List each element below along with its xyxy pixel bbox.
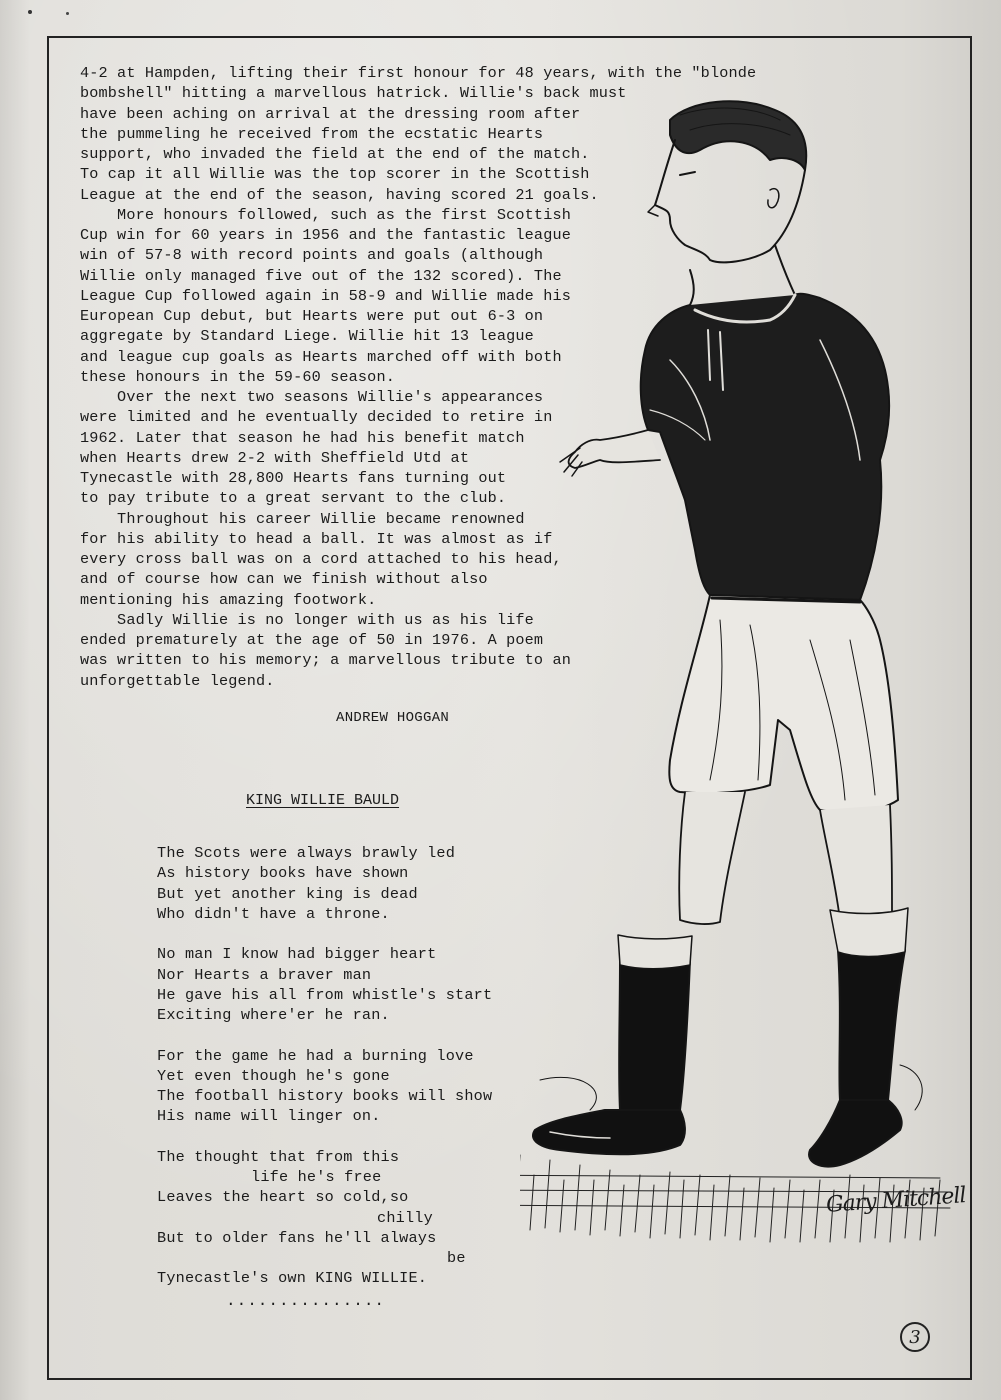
article-line: Sadly Willie is no longer with us as his life — [80, 610, 534, 629]
poem-body — [157, 843, 492, 1309]
poem-line: chilly — [377, 1208, 433, 1227]
poem-line: But yet another king is dead — [157, 884, 418, 903]
poem-line: be — [447, 1249, 466, 1267]
author-byline: ANDREW HOGGAN — [336, 710, 450, 726]
poem-line: But to older fans he'll always — [157, 1228, 437, 1247]
article-line: Cup win for 60 years in 1956 and the fantastic league — [80, 226, 571, 244]
article-line: and of course how can we finish without also — [80, 570, 488, 589]
article-line: League Cup followed again in 58-9 and Willie made his — [80, 286, 571, 305]
poem-line: life he's free — [251, 1168, 382, 1186]
article-line: 1962. Later that season he had his benefit match — [80, 428, 525, 447]
article-line: and league cup goals as Hearts marched off with both — [80, 347, 562, 366]
article-line: to pay tribute to a great servant to the club. — [80, 489, 507, 508]
poem-line: The thought that from this — [157, 1147, 400, 1166]
poem-line: Tynecastle's own KING WILLIE. — [157, 1269, 428, 1288]
article-line: aggregate by Standard Liege. Willie hit 13 league — [80, 327, 534, 346]
poem-line: The football history books will show — [157, 1087, 493, 1105]
poem-title: KING WILLIE BAULD — [246, 792, 400, 809]
article-line: mentioning his amazing footwork. — [80, 590, 377, 609]
article-line: have been aching on arrival at the dressing room after — [80, 104, 581, 123]
article-line: ended prematurely at the age of 50 in 1976. A poem — [80, 631, 544, 649]
poem-line: Yet even though he's gone — [157, 1066, 390, 1085]
article-body — [80, 63, 820, 691]
article-line: Willie only managed five out of the 132 scored). The — [80, 266, 562, 285]
poem-stanza — [157, 944, 492, 1025]
article-line: League at the end of the season, having scored 21 goals. — [80, 185, 599, 204]
article-line: support, who invaded the field at the end of the match. — [80, 145, 590, 163]
artist-signature: Gary Mitchell — [825, 1183, 967, 1218]
article-line: European Cup debut, but Hearts were put out 6-3 on — [80, 307, 544, 325]
poem-line: He gave his all from whistle's start — [157, 985, 493, 1004]
article-line: was written to his memory; a marvellous tribute to an — [80, 651, 571, 670]
article-line: unforgettable legend. — [80, 671, 275, 690]
article-line: the pummeling he received from the ecstatic Hearts — [80, 124, 544, 143]
article-line: Over the next two seasons Willie's appearances — [80, 388, 544, 406]
section-divider: ............... — [226, 1292, 386, 1310]
page-number: 3 — [900, 1322, 930, 1352]
article-line: To cap it all Willie was the top scorer in the Scottish — [80, 165, 590, 184]
article-line: Throughout his career Willie became renowned — [80, 509, 525, 528]
poem-line: Exciting where'er he ran. — [157, 1006, 390, 1024]
speck — [66, 12, 69, 15]
article-line: bombshell" hitting a marvellous hatrick. Willie's back must — [80, 84, 627, 103]
article-line: Tynecastle with 28,800 Hearts fans turning out — [80, 469, 507, 487]
article-line: More honours followed, such as the first Scottish — [80, 205, 571, 224]
poem-stanza — [157, 1046, 492, 1127]
poem-line: As history books have shown — [157, 864, 409, 883]
article-line: when Hearts drew 2-2 with Sheffield Utd at — [80, 448, 470, 467]
poem-line: Who didn't have a throne. — [157, 904, 390, 923]
speck — [28, 10, 32, 14]
article-line: were limited and he eventually decided to retire in — [80, 408, 553, 427]
poem-stanza — [157, 843, 492, 924]
poem-line: Nor Hearts a braver man — [157, 965, 372, 984]
poem-stanza — [157, 1147, 492, 1289]
poem-line: Leaves the heart so cold,so — [157, 1188, 409, 1207]
poem-line: His name will linger on. — [157, 1107, 381, 1126]
article-line: 4-2 at Hampden, lifting their first honour for 48 years, with the "blonde — [80, 64, 757, 82]
article-line: win of 57-8 with record points and goals (although — [80, 246, 544, 265]
poem-line: No man I know had bigger heart — [157, 945, 437, 964]
article-line: every cross ball was on a cord attached to his head, — [80, 550, 562, 568]
poem-line: For the game he had a burning love — [157, 1046, 474, 1065]
article-line: these honours in the 59-60 season. — [80, 367, 395, 386]
poem-line: The Scots were always brawly led — [157, 844, 456, 862]
article-line: for his ability to head a ball. It was almost as if — [80, 529, 553, 548]
